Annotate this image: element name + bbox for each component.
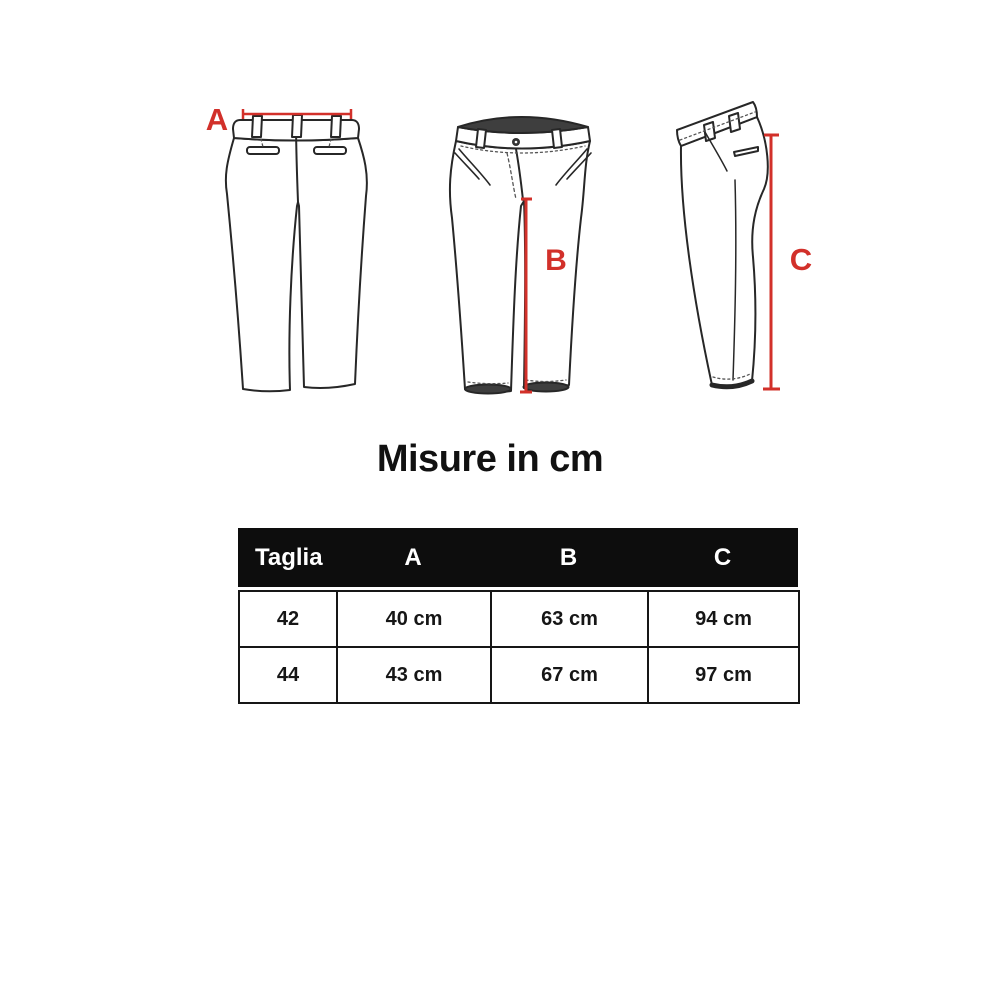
back-welt-pocket-left [247, 147, 279, 154]
header-cell-taglia: Taglia [255, 543, 323, 571]
front-hem-left-dark [465, 385, 511, 394]
front-button-center [515, 141, 518, 144]
header-cell-c: C [713, 543, 732, 571]
belt-loop [292, 115, 302, 137]
measure-label-a: A [205, 102, 229, 137]
size-table-header [238, 528, 798, 587]
belt-loop [476, 129, 486, 148]
size-table-body [238, 590, 800, 704]
measure-label-b: B [545, 244, 567, 277]
belt-loop [704, 122, 715, 141]
pants-front-view [450, 117, 591, 394]
belt-loop [552, 129, 562, 148]
page-title: Misure in cm [376, 438, 604, 480]
belt-loop [331, 116, 341, 137]
header-cell-b: B [559, 543, 578, 571]
table-row [239, 647, 799, 703]
cell-measure-c: 94 cm [648, 591, 799, 647]
cell-size: 42 [239, 591, 337, 647]
belt-loop [252, 116, 262, 137]
cell-measure-a: 43 cm [337, 647, 491, 703]
back-welt-pocket-right [314, 147, 346, 154]
cell-measure-c: 97 cm [648, 647, 799, 703]
table-row [239, 591, 799, 647]
pants-measurement-diagram [0, 0, 1000, 430]
pants-side-view [677, 102, 768, 387]
cell-measure-b: 67 cm [491, 647, 648, 703]
measure-label-c: C [789, 242, 813, 277]
cell-measure-b: 63 cm [491, 591, 648, 647]
cell-size: 44 [239, 647, 337, 703]
size-table [238, 528, 798, 704]
header-cell-a: A [404, 543, 422, 571]
cell-measure-a: 40 cm [337, 591, 491, 647]
side-body-outline [681, 117, 768, 387]
front-hem-right-dark [524, 383, 569, 392]
belt-loop [729, 113, 740, 132]
pants-back-view [226, 115, 367, 391]
